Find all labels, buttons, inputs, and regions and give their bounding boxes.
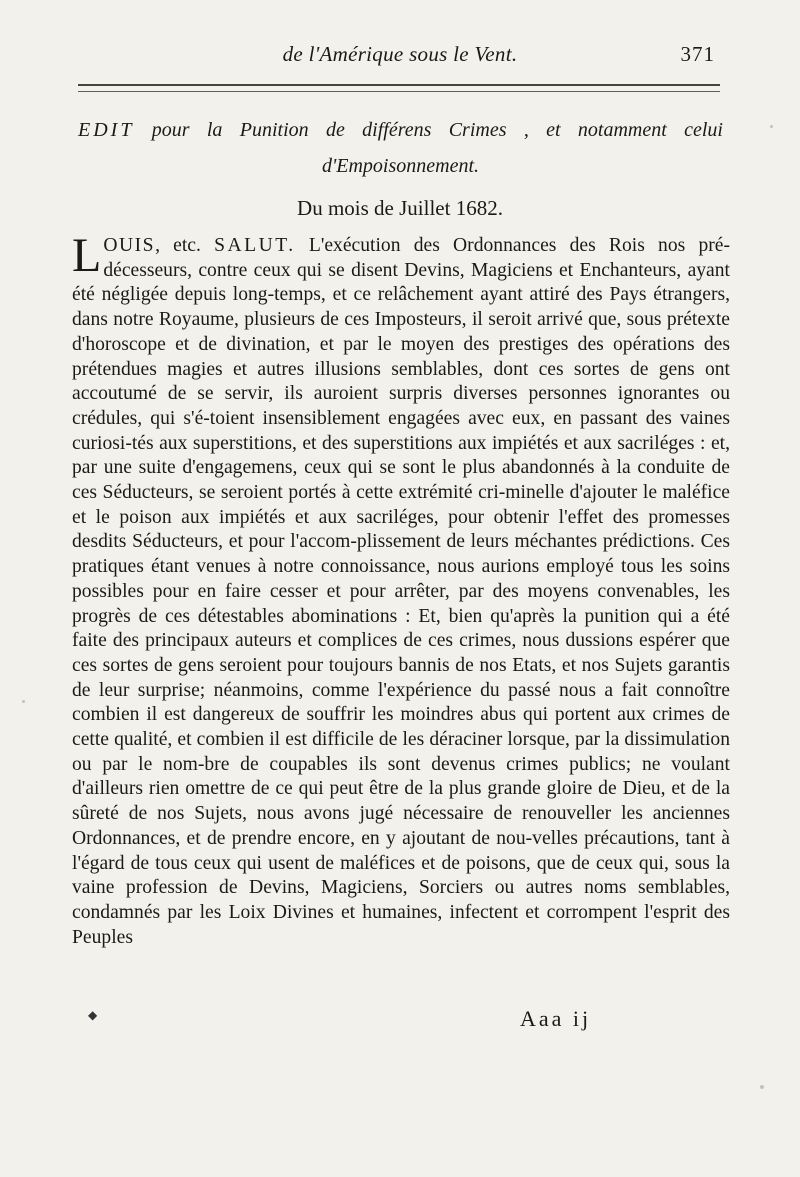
title-word: de [325,119,345,141]
paper-speck [770,125,773,128]
title-line-2: d'Empoisonnement. [321,155,480,177]
title-word: celui [684,119,723,141]
title-word: notamment [577,119,667,141]
salut-word: SALUT. [214,235,296,256]
title-word: Punition [239,119,309,141]
running-title: de l'Amérique sous le Vent. [282,42,518,66]
title-word: la [206,119,223,141]
title-word: pour [151,119,190,141]
title-line-1 [78,112,723,148]
title-word: Crimes [448,119,507,141]
title-word: et [546,119,561,141]
body-paragraph: L'exécution des Ordonnances des Rois nos pré-décesseurs, contre ceux qui se disent Devins, Magiciens et Enchanteurs, ayant été négligée depuis long-temps, et ce relâchement ayant attiré des Pays étrangers, dans notre Royaume, plusieurs de ces Imposteurs, il seroit arrivé que, sous prétexte d'horoscope et de divination, et par le moyen des prestiges des opérations des prétendues magies et autres illusions semblables, dont ces sortes de gens ont accoutumé de se servir, ils auroient surpris diverses personnes ignorantes ou crédules, qui s'é-toient insensiblement engagées avec eux, en passant des vaines curiosi-tés aux superstitions, et des superstitions aux impiétés et aux sacriléges : et, par une suite d'engagemens, ceux qui se sont le plus abandonnés à la conduite de ces Séducteurs, se seroient portés à cette extrémité cri-minelle d'ajouter le maléfice et le poison aux impiétés et aux sacriléges, pour obtenir l'effet des promesses desdits Séducteurs, et pour l'accom-plissement de leurs méchantes prédictions. Ces pratiques étant venues à notre connoissance, nous aurions employé tous les soins possibles pour en faire cesser et pour arrêter, par des moyens convenables, les progrès de ces détestables abominations : Et, bien qu'après la punition qui a été faite des principaux auteurs et complices de ces crimes, nous dussions espérer que ces sortes de gens seroient pour toujours bannis de nos Etats, et nos Sujets garantis de leur surprise; néanmoins, comme l'expérience du passé nous a fait connoître combien il est dangereux de souffrir les moindres abus qui portent aux crimes de cette qualité, et combien il est difficile de les déraciner lorsque, par la dissimulation ou par le nom-bre de coupables ils sont devenus crimes publics; ne voulant d'ailleurs rien omettre de ce qui peut être de la plus grande gloire de Dieu, et de la sûreté de nos Sujets, nous avons jugé nécessaire de renouveller les anciennes Ordonnances, et de prendre encore, en y ajoutant de nou-velles précautions, tant à l'égard de tous ceux qui usent de maléfices et de poisons, que de ceux qui, sous la vaine profession de Devins, Magiciens, Sorciers ou autres noms semblables, condamnés par les Loix Divines et humaines, infectent et corrompent l'esprit des Peuples [72,235,730,948]
paper-speck [760,1085,764,1089]
title-word: , [523,119,529,141]
date-line: Du mois de Juillet 1682. [297,196,503,220]
edict-title [78,112,723,184]
body-etc: , etc. [155,235,215,256]
signature-mark: Aaa ij [520,1006,592,1031]
king-name: OUIS [103,235,156,256]
page-number: 371 [680,42,715,66]
title-word: différens [362,119,432,141]
drop-cap: L [72,229,102,282]
paper-speck [22,700,25,703]
title-edit-word: EDIT [78,119,135,141]
header-rule [78,84,720,92]
margin-marker: ◆ [88,1008,98,1022]
edict-body [72,229,730,950]
